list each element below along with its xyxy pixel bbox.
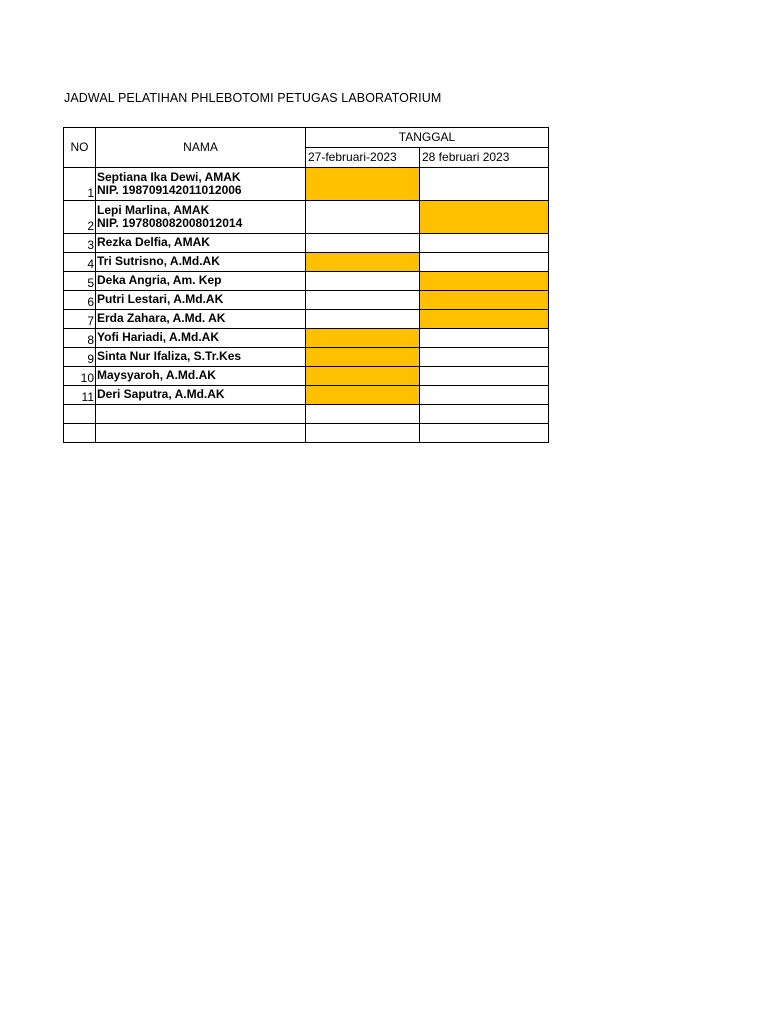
table-row <box>64 329 549 348</box>
schedule-table <box>63 127 549 443</box>
table-row <box>64 291 549 310</box>
staff-name: Deri Saputra, A.Md.AK <box>97 387 225 402</box>
table-row <box>64 405 549 424</box>
staff-name: Yofi Hariadi, A.Md.AK <box>97 330 220 345</box>
schedule-cell-date-2 <box>420 348 549 367</box>
staff-name: Lepi Marlina, AMAK <box>97 202 210 217</box>
row-number: 1 <box>64 168 96 201</box>
staff-name: Rezka Delfia, AMAK <box>97 235 210 250</box>
table-row <box>64 310 549 329</box>
schedule-cell-date-2 <box>420 234 549 253</box>
schedule-cell-date-2 <box>420 310 549 329</box>
staff-name: Sinta Nur Ifaliza, S.Tr.Kes <box>97 349 242 364</box>
row-name-cell <box>96 405 306 424</box>
header-no: NO <box>64 128 96 168</box>
schedule-cell-date-1 <box>306 348 420 367</box>
schedule-cell-date-2 <box>420 424 549 443</box>
schedule-cell-date-2 <box>420 291 549 310</box>
row-number <box>64 424 96 443</box>
table-row <box>64 386 549 405</box>
schedule-cell-date-1 <box>306 234 420 253</box>
header-date-2: 28 februari 2023 <box>420 148 549 168</box>
row-name-cell <box>96 329 306 348</box>
table-row <box>64 424 549 443</box>
schedule-cell-date-1 <box>306 310 420 329</box>
schedule-cell-date-2 <box>420 201 549 234</box>
schedule-cell-date-1 <box>306 405 420 424</box>
row-name-cell <box>96 386 306 405</box>
row-number: 6 <box>64 291 96 310</box>
row-number: 8 <box>64 329 96 348</box>
header-row <box>64 128 549 148</box>
row-name-cell <box>96 367 306 386</box>
row-number: 3 <box>64 234 96 253</box>
staff-name: Septiana Ika Dewi, AMAK <box>97 169 241 184</box>
staff-name: Maysyaroh, A.Md.AK <box>97 368 216 383</box>
schedule-cell-date-1 <box>306 253 420 272</box>
row-name-cell <box>96 201 306 234</box>
schedule-cell-date-2 <box>420 386 549 405</box>
schedule-cell-date-1 <box>306 272 420 291</box>
page-title: JADWAL PELATIHAN PHLEBOTOMI PETUGAS LABORATORIUM <box>64 91 442 105</box>
schedule-cell-date-1 <box>306 329 420 348</box>
header-nama: NAMA <box>96 128 306 168</box>
table-row <box>64 272 549 291</box>
row-number: 5 <box>64 272 96 291</box>
table-row <box>64 348 549 367</box>
row-name-cell <box>96 310 306 329</box>
row-name-cell <box>96 291 306 310</box>
staff-nip: NIP. 197808082008012014 <box>97 216 243 230</box>
table-row <box>64 168 549 201</box>
schedule-cell-date-2 <box>420 168 549 201</box>
schedule-cell-date-1 <box>306 386 420 405</box>
table-row <box>64 234 549 253</box>
row-number: 2 <box>64 201 96 234</box>
row-number: 4 <box>64 253 96 272</box>
schedule-cell-date-2 <box>420 367 549 386</box>
schedule-cell-date-2 <box>420 253 549 272</box>
row-name-cell <box>96 272 306 291</box>
table-row <box>64 253 549 272</box>
schedule-cell-date-1 <box>306 367 420 386</box>
staff-name: Deka Angria, Am. Kep <box>97 273 222 288</box>
schedule-cell-date-1 <box>306 424 420 443</box>
row-number: 9 <box>64 348 96 367</box>
schedule-cell-date-1 <box>306 168 420 201</box>
schedule-cell-date-2 <box>420 272 549 291</box>
header-date-1: 27-februari-2023 <box>306 148 420 168</box>
row-number <box>64 405 96 424</box>
row-name-cell <box>96 424 306 443</box>
row-number: 7 <box>64 310 96 329</box>
row-number: 11 <box>64 386 96 405</box>
row-name-cell <box>96 168 306 201</box>
staff-nip: NIP. 198709142011012006 <box>97 183 242 197</box>
header-tanggal: TANGGAL <box>306 128 549 148</box>
table-row <box>64 201 549 234</box>
schedule-cell-date-2 <box>420 329 549 348</box>
row-name-cell <box>96 234 306 253</box>
schedule-cell-date-1 <box>306 291 420 310</box>
staff-name: Tri Sutrisno, A.Md.AK <box>97 254 220 269</box>
staff-name: Putri Lestari, A.Md.AK <box>97 292 224 307</box>
schedule-cell-date-1 <box>306 201 420 234</box>
row-name-cell <box>96 348 306 367</box>
table-row <box>64 367 549 386</box>
row-name-cell <box>96 253 306 272</box>
row-number: 10 <box>64 367 96 386</box>
staff-name: Erda Zahara, A.Md. AK <box>97 311 226 326</box>
schedule-cell-date-2 <box>420 405 549 424</box>
